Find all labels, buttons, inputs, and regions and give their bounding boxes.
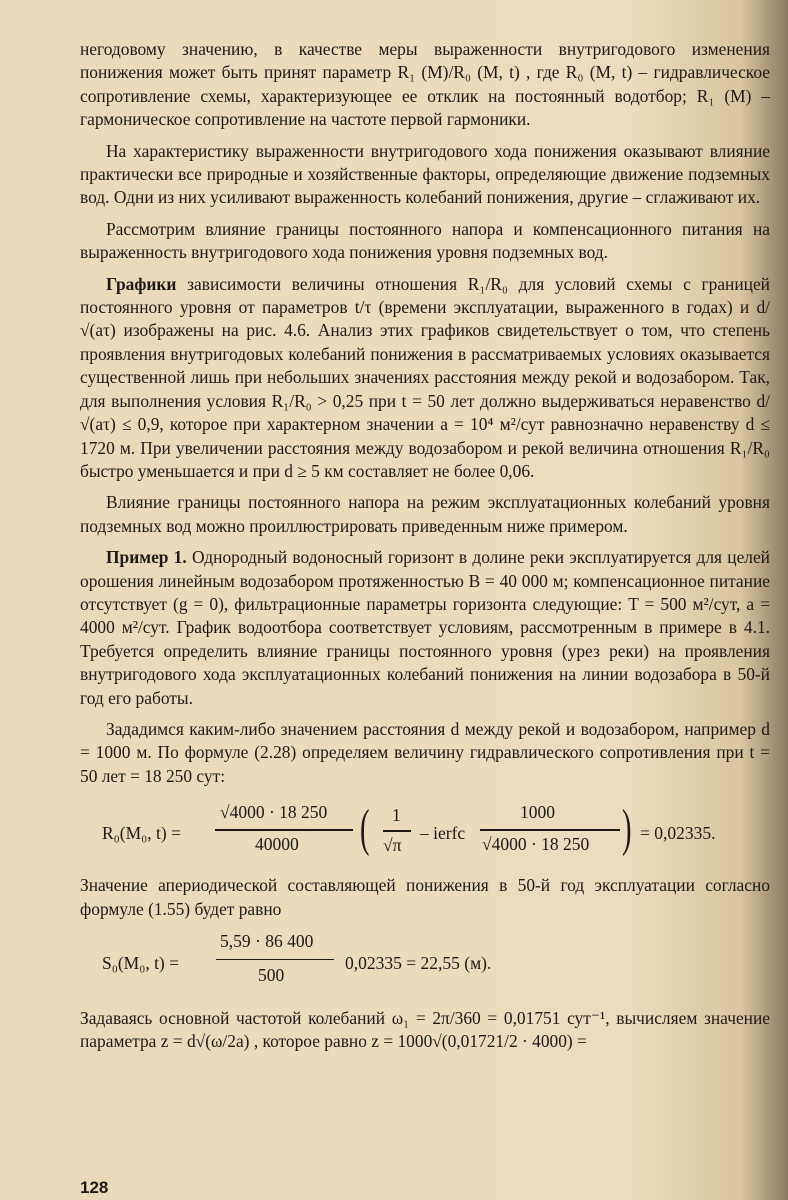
formula-2-num: 5,59 · 86 400 [220, 931, 314, 951]
paragraph-6-body: Однородный водоносный горизонт в долине реки эксплуатируется для целей орошения линейным водозабором протяженностью B = 40 000 м; компенсационное питание отсутствует (g = 0), фильтрационные параметры горизонта следующие: T = 500 м²/сут, a = 4000 м²/сут. График водоотбора соответствует условиям, рассмотренным в примере в 4.1. Требуется определить влияние границы постоянного уровня (урез реки) на проявления внутригодового хода эксплуатационных колебаний понижения на линии водозабора в 50-й год его работы. [80, 547, 770, 708]
formula-1-inner-den: √π [383, 835, 402, 856]
paragraph-5: Влияние границы постоянного напора на режим эксплуатационных колебаний уровня подземных вод можно проиллюстрировать приведенным ниже примером. [80, 492, 770, 536]
formula-1-lhs: R₀(M₀, t) = [102, 823, 181, 844]
formula-1-arg-den: √4000 · 18 250 [482, 834, 590, 855]
paragraph-9: Задаваясь основной частотой колебаний ω₁ = 2π/360 = 0,01751 сут⁻¹, вычисляем значение параметра z = d√(ω/2a) , которое равно z = 1000√(0,01721/2 · 4000) = [80, 1008, 770, 1052]
paragraph-4 [80, 273, 770, 484]
formula-2-den: 500 [258, 965, 285, 985]
formula-1 [80, 796, 770, 874]
paragraph-3: Рассмотрим влияние границы постоянного напора и компенсационного питания на выраженность внутригодового хода понижения уровня подземных вод. [80, 218, 770, 263]
paragraph-7: Зададимся каким-либо значением расстояния d между рекой и водозабором, например d = 1000 м. По формуле (2.28) определяем величину гидравлического сопротивления при t = 50 лет = 18 250 сут: [80, 718, 770, 786]
formula-2-lhs: S₀(M₀, t) = [102, 953, 180, 973]
formula-1-open-paren: ( [360, 800, 370, 858]
paragraph-2: На характеристику выраженности внутригодового хода понижения оказывают влияние практически все природные и хозяйственные факторы, определяющие движение подземных вод. Одни из них усиливают выраженность колебаний понижения, другие – сглаживают их. [80, 140, 770, 208]
paragraph-8: Значение апериодической составляющей понижения в 50-й год эксплуатации согласно формуле (1.55) будет равно [80, 875, 770, 919]
formula-1-num: √4000 · 18 250 [220, 802, 328, 823]
paragraph-1: негодовому значению, в качестве меры выраженности внутригодового изменения понижения может быть принят параметр R₁ (M)/R₀ (M, t) , где R₀ (M, t) – гидравлическое сопротивление схемы, характеризующее ее отклик на постоянный водотбор; R₁ (M) – гармоническое сопротивление на частоте первой гармоники. [80, 39, 770, 130]
paragraph-4-body: зависимости величины отношения R₁/R₀ для условий схемы с границей постоянного уровня от параметров t/τ (времени эксплуатации, выраженного в годах) и d/√(aτ) изображены на рис. 4.6. Анализ этих графиков свидетельствует о том, что степень проявления внутригодовых колебаний понижения в рассматриваемых условиях оказывается существенной лишь при небольших значениях расстояния между рекой и водозабором. Так, для выполнения условия R₁/R₀ > 0,25 при t = 50 лет должно выдерживаться неравенство d/√(aτ) ≤ 0,9, которое при характерном значении a = 10⁴ м²/сут равнозначно неравенству d ≤ 1720 м. При увеличении расстояния между водозабором и рекой величина отношения R₁/R₀ быстро уменьшается и при d ≥ 5 км составляет не более 0,06. [80, 273, 770, 481]
formula-1-arg-num: 1000 [520, 802, 555, 823]
bold-lead-graphs: Графики [106, 273, 177, 294]
formula-1-close-paren: ) [622, 800, 632, 858]
formula-2-result: 0,02335 = 22,55 (м). [345, 953, 492, 973]
paragraph-6 [80, 546, 770, 710]
formula-1-ierfc: – ierfc [420, 823, 466, 844]
formula-2 [80, 925, 770, 1007]
bold-lead-example: Пример 1. [106, 547, 187, 568]
formula-1-inner-num: 1 [392, 805, 401, 826]
page-number: 128 [80, 1178, 109, 1197]
formula-1-den: 40000 [255, 834, 299, 855]
page-text [80, 38, 770, 1054]
formula-1-result: = 0,02335. [640, 823, 716, 844]
